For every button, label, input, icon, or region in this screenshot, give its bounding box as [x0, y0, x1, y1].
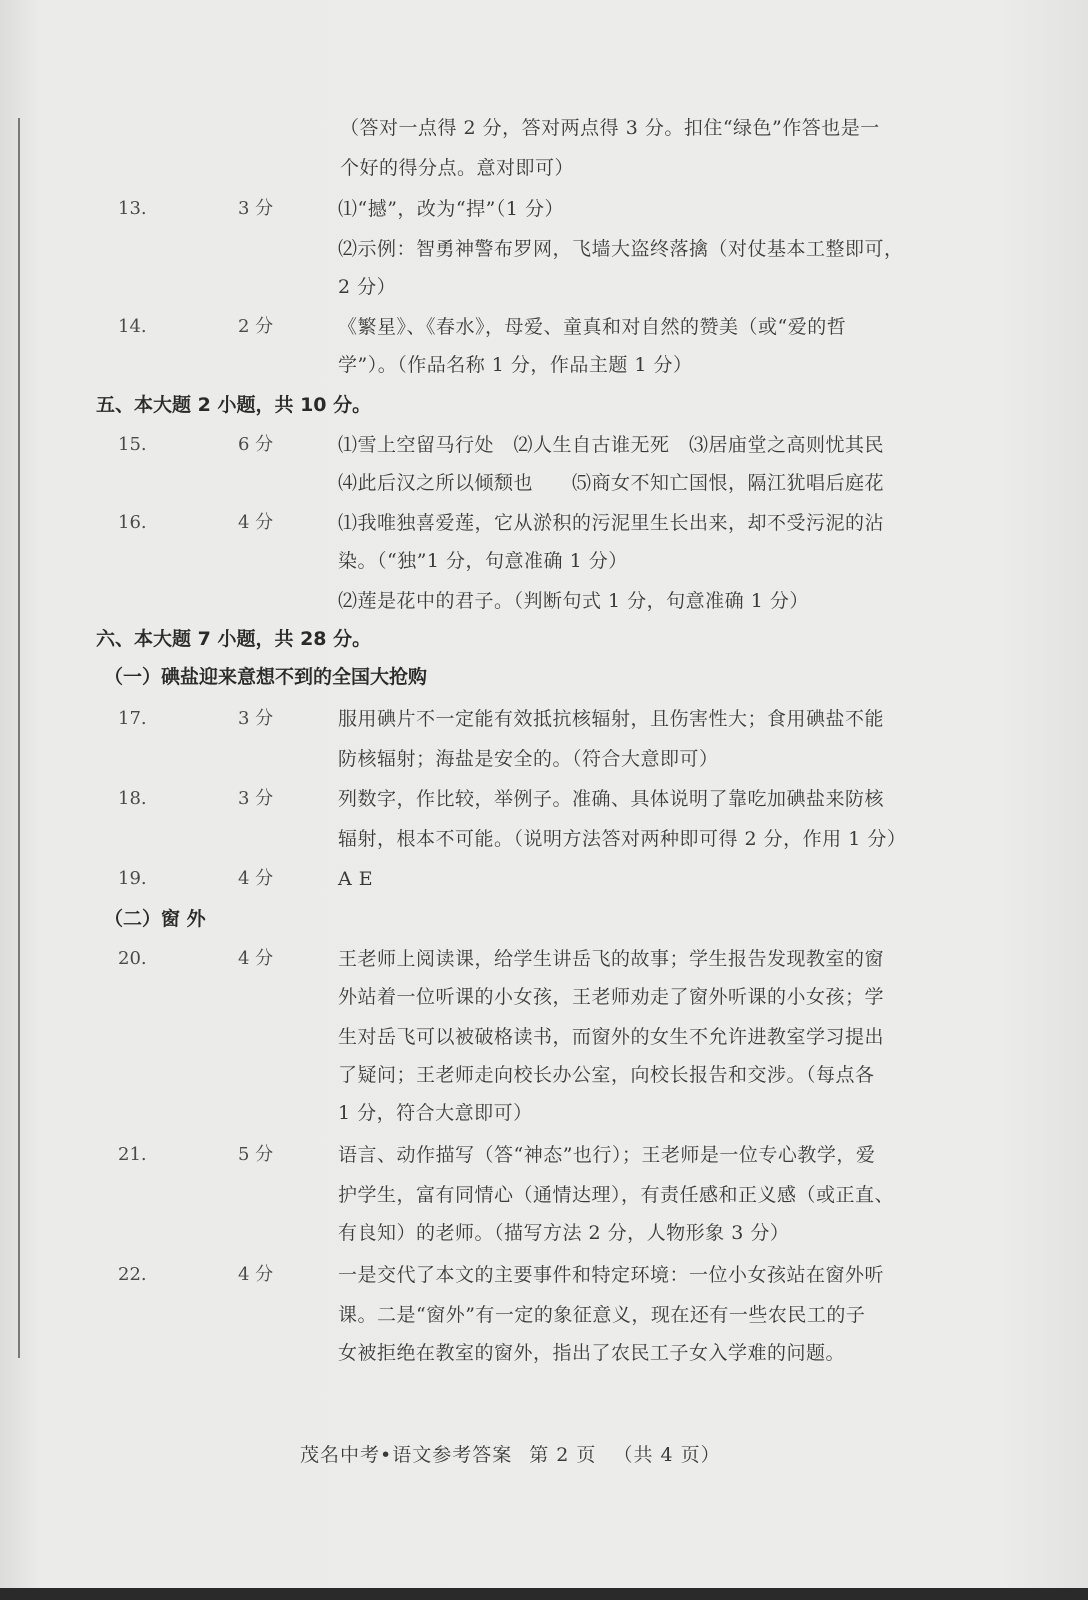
scanner-bottom-edge: [0, 1588, 1088, 1600]
binding-margin-line: [18, 118, 20, 1358]
q16-number: 16.: [118, 512, 147, 533]
q21-score: 5 分: [238, 1144, 274, 1165]
section-6-heading: 六、本大题 7 小题，共 28 分。: [96, 628, 372, 650]
q22-number: 22.: [118, 1264, 147, 1285]
q20-answer-line-4: 了疑问；王老师走向校长办公室，向校长报告和交涉。（每点各: [338, 1064, 875, 1086]
q21-number: 21.: [118, 1144, 147, 1165]
q16-score: 4 分: [238, 512, 274, 533]
q15-answer-line-1: ⑴雪上空留马行处 ⑵人生自古谁无死 ⑶居庙堂之高则忧其民: [338, 434, 885, 456]
q13-answer-line-1: ⑴“撼”，改为“捍”（1 分）: [338, 198, 564, 220]
q22-score: 4 分: [238, 1264, 274, 1285]
q20-score: 4 分: [238, 948, 274, 969]
q22-answer-line-2: 课。二是“窗外”有一定的象征意义，现在还有一些农民工的子: [338, 1304, 866, 1326]
q22-answer-line-3: 女被拒绝在教室的窗外，指出了农民工子女入学难的问题。: [338, 1342, 846, 1364]
footer-page-number: 第 2 页: [529, 1444, 597, 1466]
q19-number: 19.: [118, 868, 147, 889]
q14-score: 2 分: [238, 316, 274, 337]
subsection-2-heading: （二）窗 外: [104, 908, 206, 930]
q15-answer-line-2: ⑷此后汉之所以倾颓也 ⑸商女不知亡国恨，隔江犹唱后庭花: [338, 472, 885, 494]
q20-answer-line-2: 外站着一位听课的小女孩，王老师劝走了窗外听课的小女孩；学: [338, 986, 885, 1008]
q13-answer-line-3: 2 分）: [338, 276, 397, 298]
q16-answer-line-2: 染。（“独”1 分，句意准确 1 分）: [338, 550, 628, 572]
q13-number: 13.: [118, 198, 147, 219]
q21-answer-line-2: 护学生，富有同情心（通情达理），有责任感和正义感（或正直、: [338, 1184, 895, 1206]
q18-answer-line-1: 列数字，作比较，举例子。准确、具体说明了靠吃加碘盐来防核: [338, 788, 885, 810]
q12-answer-line-1: （答对一点得 2 分，答对两点得 3 分。扣住“绿色”作答也是一: [340, 117, 880, 139]
q22-answer-line-1: 一是交代了本文的主要事件和特定环境：一位小女孩站在窗外听: [338, 1264, 885, 1286]
q16-answer-line-1: ⑴我唯独喜爱莲，它从淤积的污泥里生长出来，却不受污泥的沾: [338, 512, 885, 534]
q17-answer-line-1: 服用碘片不一定能有效抵抗核辐射，且伤害性大；食用碘盐不能: [338, 708, 885, 730]
q20-answer-line-1: 王老师上阅读课，给学生讲岳飞的故事；学生报告发现教室的窗: [338, 948, 885, 970]
q20-answer-line-3: 生对岳飞可以被破格读书，而窗外的女生不允许进教室学习提出: [338, 1026, 885, 1048]
q21-answer-line-1: 语言、动作描写（答“神态”也行）；王老师是一位专心教学，爱: [338, 1144, 876, 1166]
q19-score: 4 分: [238, 868, 274, 889]
q12-answer-line-2: 个好的得分点。意对即可）: [340, 157, 575, 179]
q13-answer-line-2: ⑵示例：智勇神警布罗网，飞墙大盗终落擒（对仗基本工整即可，: [338, 238, 904, 260]
q13-score: 3 分: [238, 198, 274, 219]
q18-number: 18.: [118, 788, 147, 809]
q14-answer-line-2: 学”）。（作品名称 1 分，作品主题 1 分）: [338, 354, 693, 376]
q15-number: 15.: [118, 434, 147, 455]
section-5-heading: 五、本大题 2 小题，共 10 分。: [96, 394, 372, 416]
footer-total-pages: （共 4 页）: [613, 1444, 721, 1466]
q20-number: 20.: [118, 948, 147, 969]
q14-answer-line-1: 《繁星》、《春水》，母爱、童真和对自然的赞美（或“爱的哲: [338, 316, 847, 338]
q18-answer-line-2: 辐射，根本不可能。（说明方法答对两种即可得 2 分，作用 1 分）: [338, 828, 907, 850]
q17-answer-line-2: 防核辐射；海盐是安全的。（符合大意即可）: [338, 748, 719, 770]
q21-answer-line-3: 有良知）的老师。（描写方法 2 分，人物形象 3 分）: [338, 1222, 790, 1244]
footer-title: 茂名中考•语文参考答案: [300, 1444, 513, 1466]
page-footer: [300, 1442, 731, 1468]
subsection-1-heading: （一）碘盐迎来意想不到的全国大抢购: [104, 666, 428, 688]
q18-score: 3 分: [238, 788, 274, 809]
q16-answer-line-3: ⑵莲是花中的君子。（判断句式 1 分，句意准确 1 分）: [338, 590, 809, 612]
q19-answer-line-1: A E: [338, 868, 374, 890]
q15-score: 6 分: [238, 434, 274, 455]
q14-number: 14.: [118, 316, 147, 337]
q20-answer-line-5: 1 分，符合大意即可）: [338, 1102, 533, 1124]
q17-score: 3 分: [238, 708, 274, 729]
q17-number: 17.: [118, 708, 147, 729]
